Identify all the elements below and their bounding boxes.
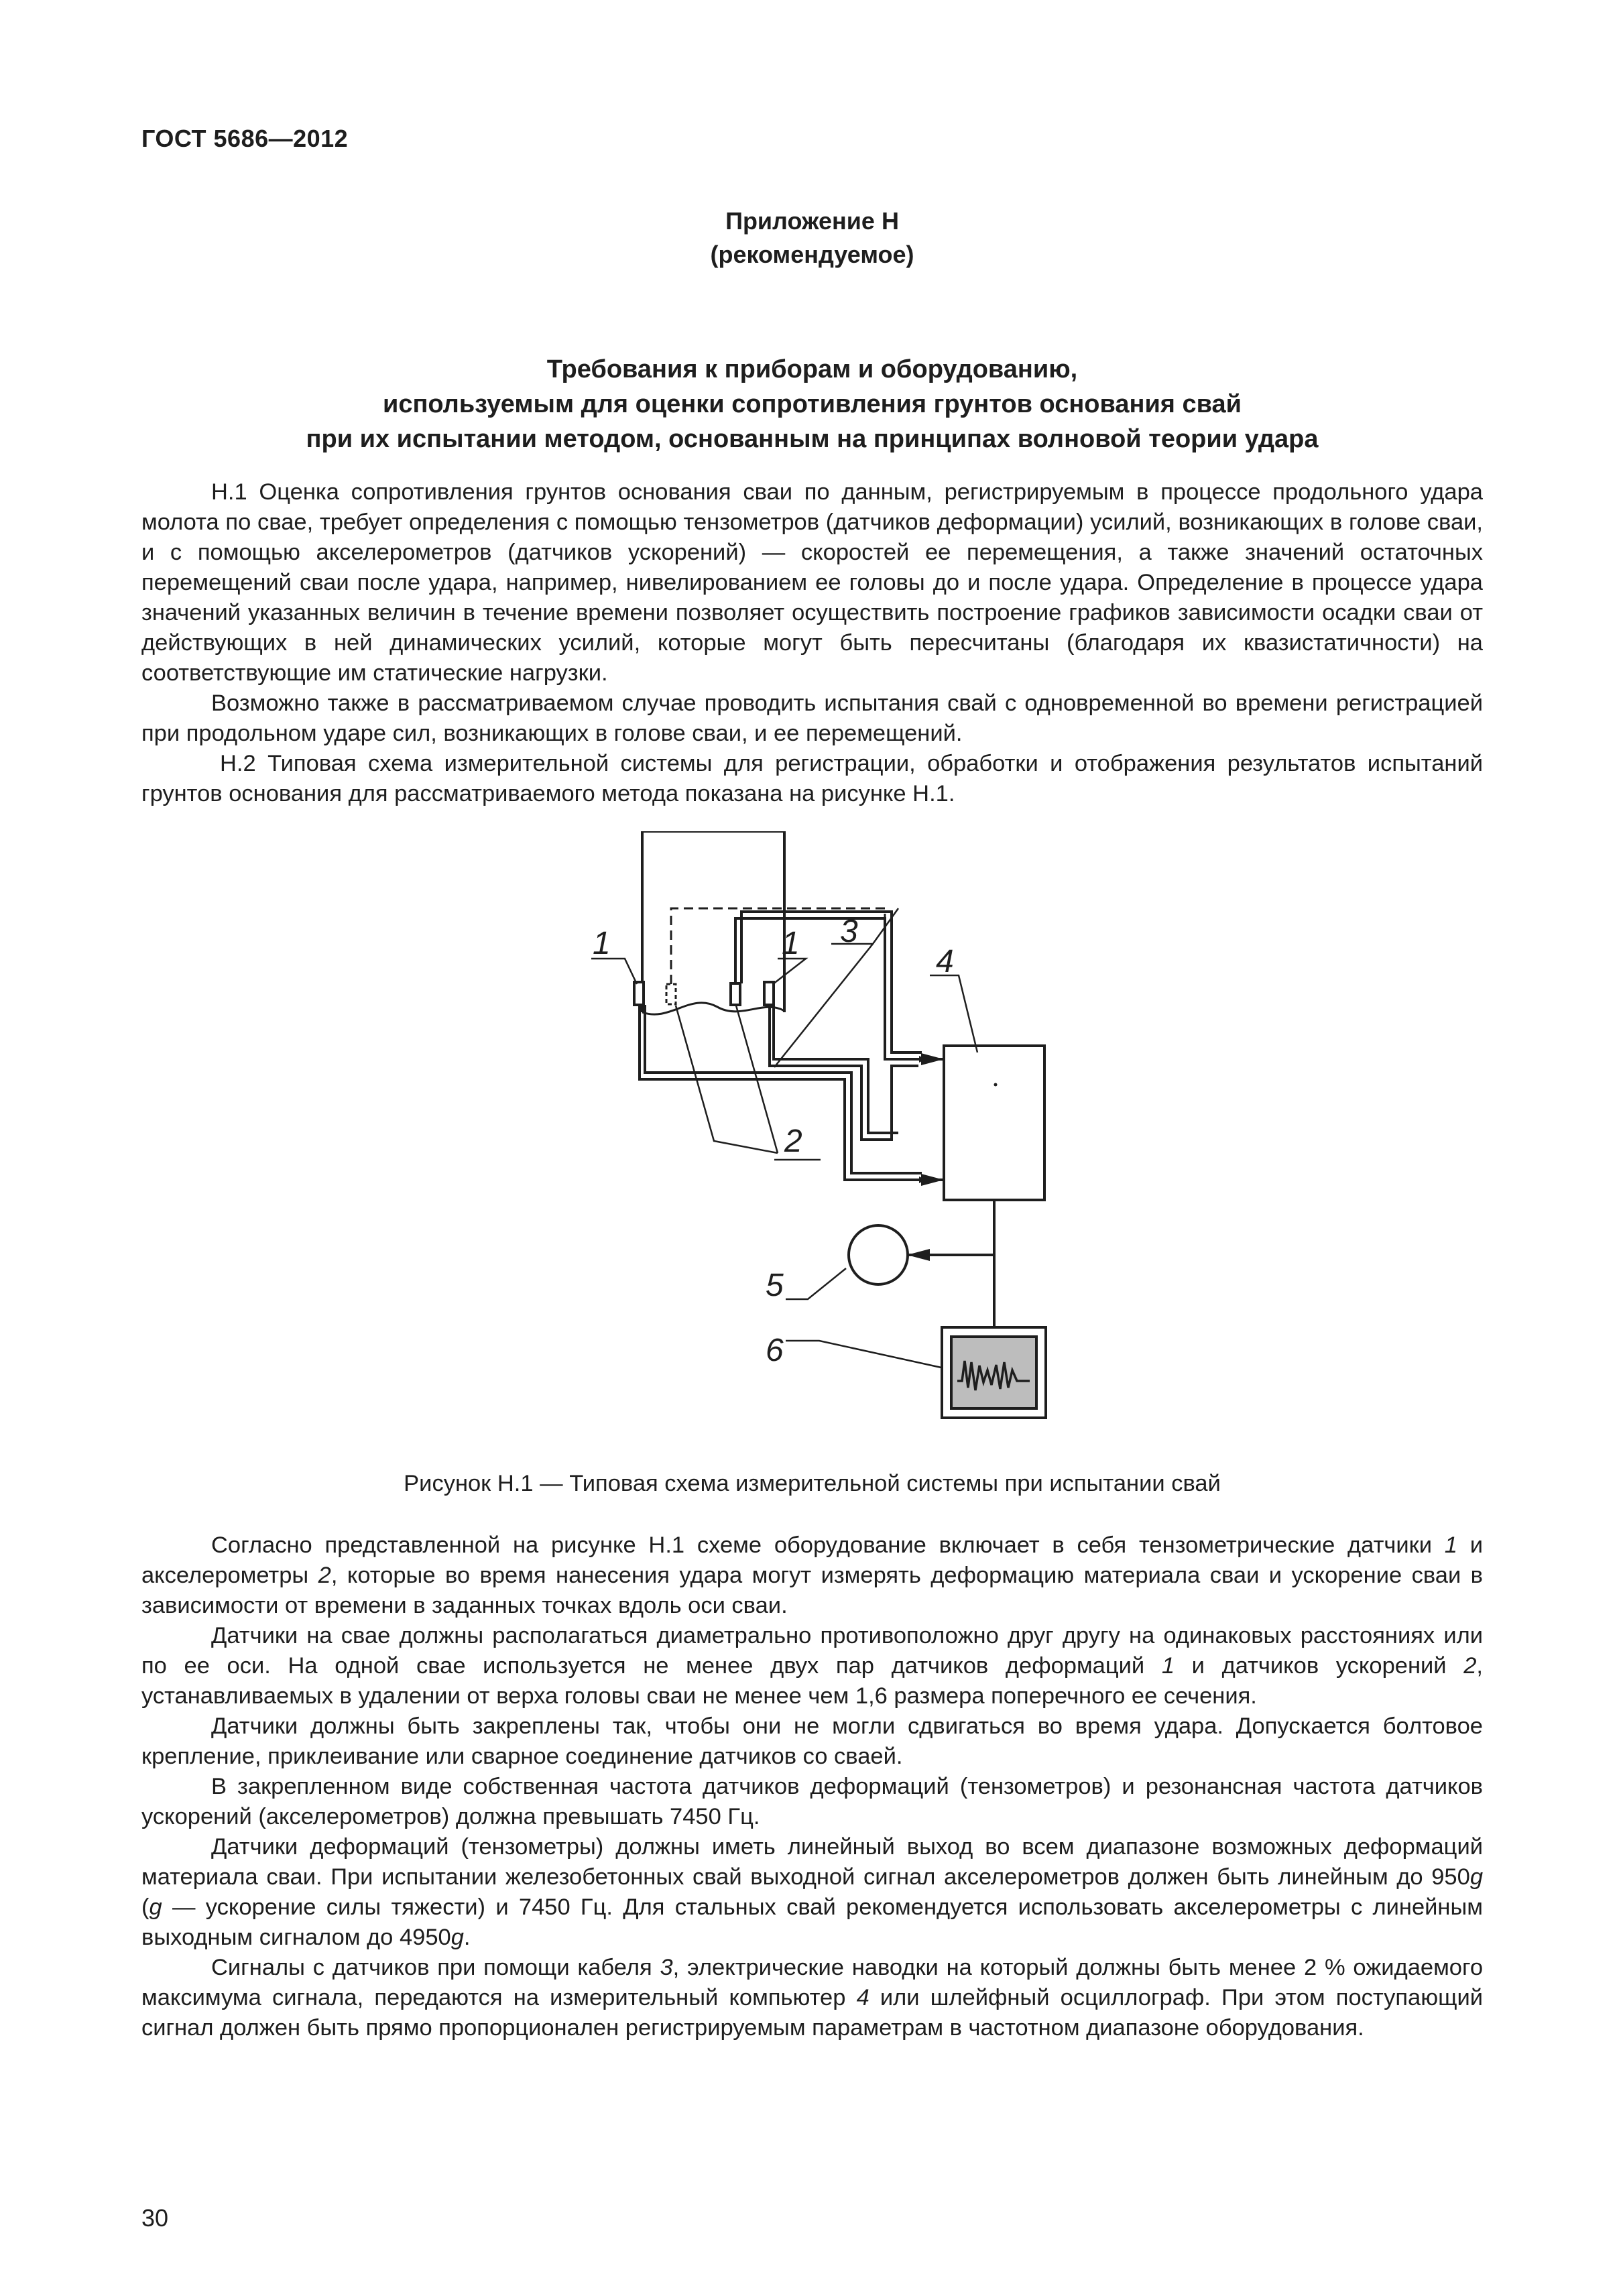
italic-ref: 2 [318,1563,331,1588]
annex-title: Приложение Н [725,207,899,235]
label-strain-sensor-right: 1 [782,926,800,961]
text-run: , которые во время нанесения удара могут измерять деформацию материала сваи и ускорение сваи в зависимости от времени в заданных точках вдоль оси сваи. [141,1563,1483,1618]
computer-inputs [851,1059,943,1180]
text-run: ( [141,1894,149,1920]
section-title-line-1: Требования к приборам и оборудованию, [546,355,1078,383]
annex-heading [141,204,1483,271]
figure-caption: Рисунок Н.1 — Типовая схема измерительной системы при испытании свай [404,1471,1221,1496]
italic-ref: g [450,1925,464,1950]
paragraph-h2: Н.2 Типовая схема измерительной системы для регистрации, обработки и отображения результатов испытаний грунтов основания для рассматриваемого метода показана на рисунке Н.1. [141,751,1483,806]
paragraph-sensor-placement [141,1621,1483,1711]
text-run: и датчиков ускорений [1175,1653,1464,1679]
label-display: 6 [766,1333,784,1368]
page-number: 30 [141,2204,169,2232]
label-oscillograph: 5 [766,1268,784,1303]
label-cable: 3 [840,914,858,949]
strain-sensor-left-icon [634,982,644,1005]
text-run: Датчики деформаций (тензометры) должны иметь линейный выход во всем диапазоне возможных деформаций материала сваи. При испытании железобетонных свай выходной сигнал акселерометров должен быть линейным до 950 [141,1834,1483,1890]
paragraph-frequency: В закрепленном виде собственная частота датчиков деформаций (тензометров) и резонансная частота датчиков ускорений (акселерометров) должна превышать 7450 Гц. [141,1774,1483,1829]
computer-box [944,1046,1044,1200]
text-run: Сигналы с датчиков при помощи кабеля [211,1955,660,1980]
label-computer: 4 [936,944,954,979]
text-run: , электрические наводки на который должны быть менее 2 % ожидаемого максимума сигнала, передаются на измерительный компьютер [141,1955,1484,2010]
paragraph-equipment [141,1530,1483,1621]
equipment-text [141,1530,1483,2043]
section-title-line-3: при их испытании методом, основанным на принципах волновой теории удара [306,425,1319,453]
text-run: и акселерометры [141,1532,1483,1588]
italic-ref: g [1469,1864,1483,1890]
text-run: Согласно представленной на рисунке Н.1 схеме оборудование включает в себя тензометрические датчики [211,1532,1445,1558]
paragraph-simultaneous: Возможно также в рассматриваемом случае проводить испытания свай с одновременной во времени регистрацией при продольном ударе сил, возникающих в голове сваи, и ее перемещений. [141,690,1483,746]
section-title-line-2: используемым для оценки сопротивления грунтов основания свай [382,390,1242,418]
text-run: , устанавливаемых в удалении от верха головы сваи не менее чем 1,6 размера поперечного ее сечения. [141,1653,1483,1709]
display-icon [942,1327,1046,1418]
italic-ref: 4 [856,1985,869,2010]
intro-text [141,477,1483,809]
label-strain-sensor-left: 1 [593,926,611,961]
text-run: . [463,1925,471,1950]
strain-sensor-right-icon [764,982,774,1005]
paragraph-sensor-fixing: Датчики должны быть закреплены так, чтобы они не могли сдвигаться во время удара. Допускается болтовое крепление, приклеивание или сварное соединение датчиков со сваей. [141,1713,1483,1769]
label-accelerometers: 2 [784,1124,802,1159]
paragraph-linearity [141,1832,1483,1953]
italic-ref: 3 [660,1955,673,1980]
section-title [141,352,1483,457]
accelerometer-left-icon [666,984,676,1004]
annex-status: (рекомендуемое) [710,241,914,268]
measurement-system-diagram [583,831,1093,1448]
paragraph-h1: Н.1 Оценка сопротивления грунтов основания сваи по данным, регистрируемым в процессе продольного удара молота по свае, требует определения с помощью тензометров (датчиков деформации) усилий, возникающих в голове сваи, и с помощью акселерометров (датчиков ускорений) — скоростей ее перемещения, а также значений остаточных перемещений сваи после удара, например, нивелированием ее головы до и после удара. Определение в процессе удара значений указанных величин в течение времени позволяет осуществить построение графиков зависимости осадки сваи от действующих в ней динамических усилий, которые могут быть пересчитаны (благодаря их квазистатичности) на соответствующие им статические нагрузки. [141,479,1483,686]
italic-ref: 2 [1463,1653,1477,1679]
document-header: ГОСТ 5686—2012 [141,125,349,152]
accelerometer-right-icon [731,983,740,1005]
paragraph-signals [141,1953,1483,2043]
text-run: или шлейфный осциллограф. При этом поступающий сигнал должен быть прямо пропорционален регистрируемым параметрам в частотном диапазоне оборудования. [141,1985,1484,2041]
text-run: — ускорение силы тяжести) и 7450 Гц. Для стальных свай рекомендуется использовать акселерометры с линейным выходным сигналом до 4950 [141,1894,1483,1950]
italic-ref: 1 [1444,1532,1457,1558]
oscillograph-icon [849,1225,908,1284]
text-run: Датчики на свае должны располагаться диаметрально противоположно друг другу на одинаковых расстояниях или по ее оси. На одной свае используется не менее двух пар датчиков деформаций [141,1623,1483,1679]
italic-ref: g [149,1894,162,1920]
italic-ref: 1 [1161,1653,1175,1679]
